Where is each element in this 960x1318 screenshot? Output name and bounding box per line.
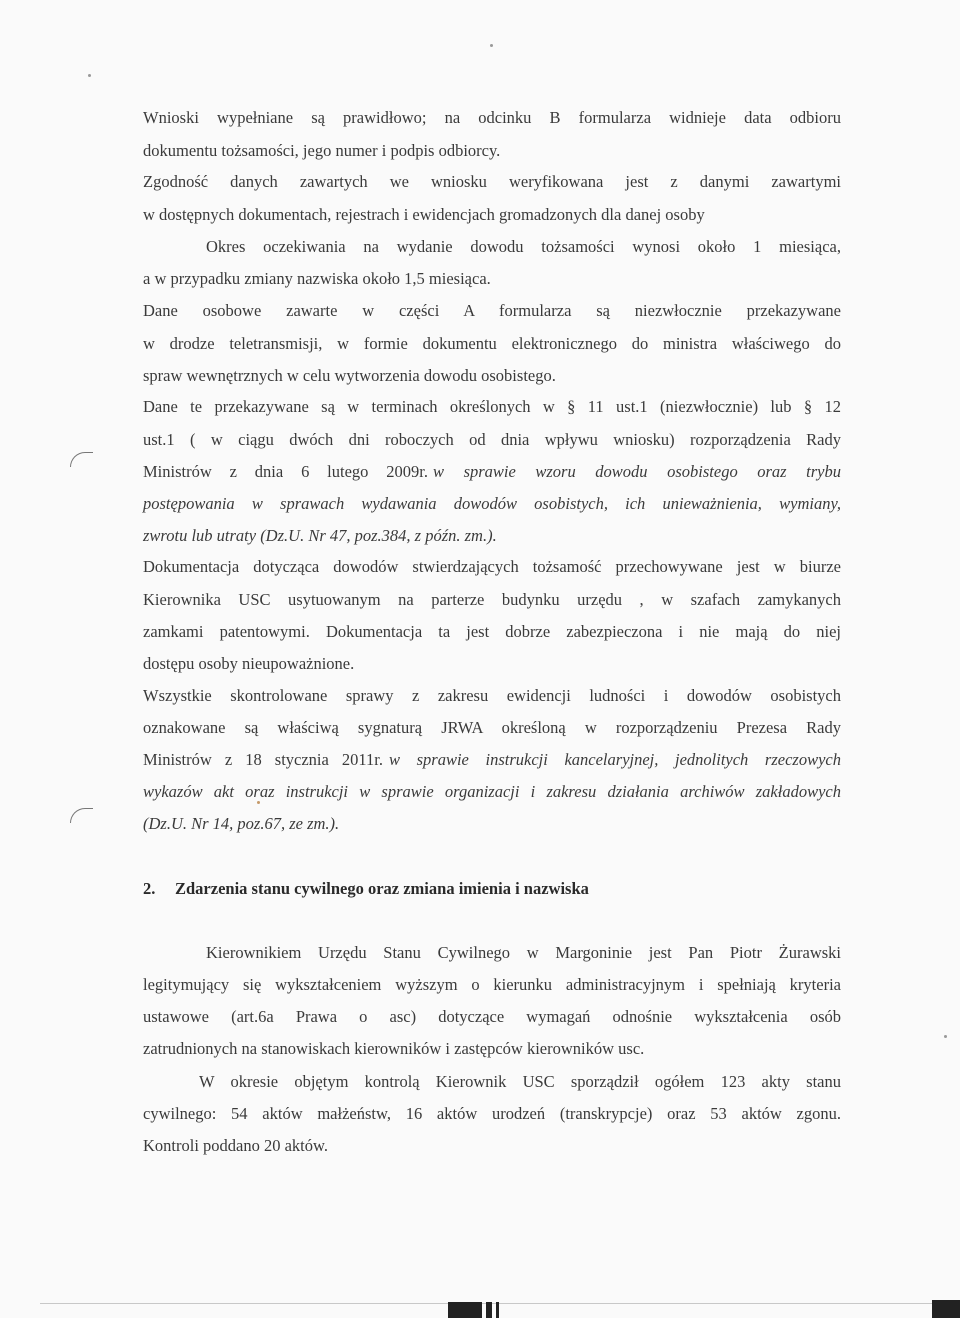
scan-speck	[490, 44, 493, 47]
text-line: spraw wewnętrznych w celu wytworzenia dowodu osobistego.	[143, 366, 556, 385]
text-line: ust.1 ( w ciągu dwóch dni roboczych od dnia wpływu wniosku) rozporządzenia Rady	[143, 430, 841, 449]
text-line: cywilnego: 54 aktów małżeństw, 16 aktów urodzeń (transkrypcje) oraz 53 aktów zgonu.	[143, 1104, 841, 1123]
section-number: 2.	[143, 879, 156, 898]
punch-hole-mark	[70, 452, 93, 467]
scan-speck	[944, 1035, 947, 1038]
text-line: Dane osobowe zawarte w części A formularza są niezwłocznie przekazywane	[143, 301, 841, 320]
text-line: Kierownikiem Urzędu Stanu Cywilnego w Margoninie jest Pan Piotr Żurawski	[206, 943, 841, 962]
text-line: legitymujący się wykształceniem wyższym o kierunku administracyjnym i spełniają kryteria	[143, 975, 841, 994]
text-line: W okresie objętym kontrolą Kierownik USC sporządził ogółem 123 akty stanu	[199, 1072, 841, 1091]
scan-edge-line	[40, 1303, 960, 1304]
text-line: Dane te przekazywane są w terminach określonych w § 11 ust.1 (niezwłocznie) lub § 12	[143, 397, 841, 416]
text-line: Kierownika USC usytuowanym na parterze budynku urzędu , w szafach zamykanych	[143, 590, 841, 609]
text-line: zwrotu lub utraty (Dz.U. Nr 47, poz.384, z późn. zm.).	[143, 526, 497, 545]
text-line: Dokumentacja dotycząca dowodów stwierdzających tożsamość przechowywane jest w biurze	[143, 557, 841, 576]
scan-speck	[88, 74, 91, 77]
scan-edge-mark	[932, 1300, 960, 1318]
text-line	[143, 462, 841, 482]
punch-hole-mark	[70, 808, 93, 823]
text-line: dokumentu tożsamości, jego numer i podpis odbiorcy.	[143, 141, 501, 160]
text-line: Kontroli poddano 20 aktów.	[143, 1136, 328, 1155]
text-line: Okres oczekiwania na wydanie dowodu tożsamości wynosi około 1 miesiąca,	[206, 237, 841, 256]
scan-edge-mark	[486, 1302, 492, 1318]
text-fragment-italic: w sprawie instrukcji kancelaryjnej, jednolitych rzeczowych	[389, 750, 841, 769]
text-line: oznakowane są właściwą sygnaturą JRWA określoną w rozporządzeniu Prezesa Rady	[143, 718, 841, 737]
text-fragment-italic: w sprawie wzoru dowodu osobistego oraz trybu	[433, 462, 841, 481]
scan-edge-mark	[448, 1302, 482, 1318]
text-fragment: Ministrów z 18 stycznia 2011r.	[143, 750, 383, 769]
text-line: dostępu osoby nieupoważnione.	[143, 654, 355, 673]
text-line: w dostępnych dokumentach, rejestrach i ewidencjach gromadzonych dla danej osoby	[143, 205, 705, 224]
scan-edge-mark	[496, 1302, 499, 1318]
text-line: Zgodność danych zawartych we wniosku weryfikowana jest z danymi zawartymi	[143, 172, 841, 191]
text-fragment: Ministrów z dnia 6 lutego 2009r.	[143, 462, 428, 481]
section-heading: Zdarzenia stanu cywilnego oraz zmiana imienia i nazwiska	[175, 879, 589, 898]
text-line: Wnioski wypełniane są prawidłowo; na odcinku B formularza widnieje data odbioru	[143, 108, 841, 127]
text-line: zatrudnionych na stanowiskach kierowników i zastępców kierowników usc.	[143, 1039, 645, 1058]
text-line: postępowania w sprawach wydawania dowodów osobistych, ich unieważnienia, wymiany,	[143, 494, 841, 513]
text-line: Wszystkie skontrolowane sprawy z zakresu ewidencji ludności i dowodów osobistych	[143, 686, 841, 705]
text-line: (Dz.U. Nr 14, poz.67, ze zm.).	[143, 814, 340, 833]
text-line	[143, 750, 841, 770]
text-line: wykazów akt oraz instrukcji w sprawie organizacji i zakresu działania archiwów zakładowych	[143, 782, 841, 801]
scan-speck	[257, 801, 260, 804]
text-line: ustawowe (art.6a Prawa o asc) dotyczące wymagań odnośnie wykształcenia osób	[143, 1007, 841, 1026]
text-line: w drodze teletransmisji, w formie dokumentu elektronicznego do ministra właściwego do	[143, 334, 841, 353]
text-line: a w przypadku zmiany nazwiska około 1,5 miesiąca.	[143, 269, 491, 288]
text-line: zamkami patentowymi. Dokumentacja ta jest dobrze zabezpieczona i nie mają do niej	[143, 622, 841, 641]
